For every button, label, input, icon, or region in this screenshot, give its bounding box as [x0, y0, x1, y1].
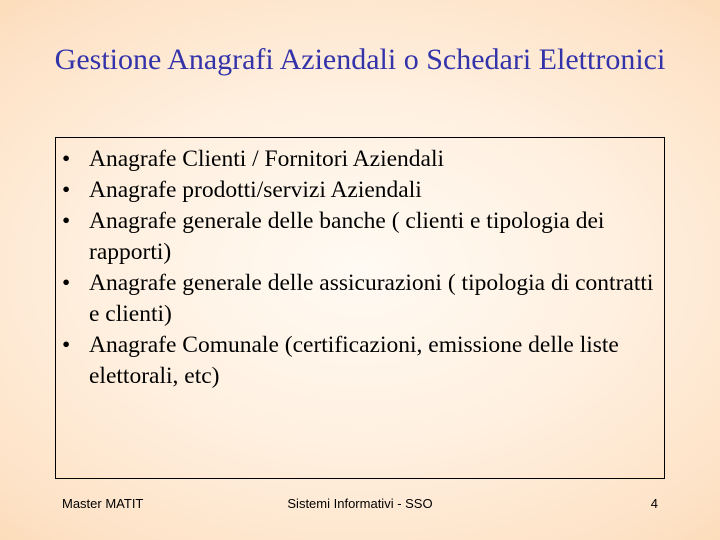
bullet-text: Anagrafe Comunale (certificazioni, emissione delle liste elettorali, etc) — [89, 332, 619, 389]
bullet-point-icon: • — [62, 177, 71, 203]
footer-course: Sistemi Informativi - SSO — [287, 496, 433, 511]
bullet-item — [56, 268, 666, 330]
page-number: 4 — [650, 496, 658, 511]
footer-author: Master MATIT — [62, 496, 144, 511]
bullet-point-icon: • — [62, 332, 71, 358]
bullet-text: Anagrafe prodotti/servizi Aziendali — [89, 177, 422, 203]
bullet-item — [56, 206, 666, 268]
bullet-point-icon: • — [62, 270, 71, 296]
bullet-text: Anagrafe generale delle assicurazioni ( tipologia di contratti e clienti) — [89, 270, 654, 327]
bullet-text: Anagrafe Clienti / Fornitori Aziendali — [89, 146, 445, 172]
bullet-item — [56, 175, 666, 206]
content-box — [55, 137, 665, 479]
bullet-item — [56, 144, 666, 175]
bullet-item — [56, 330, 666, 392]
slide-title: Gestione Anagrafi Aziendali o Schedari Elettronici — [54, 43, 666, 76]
bullet-text: Anagrafe generale delle banche ( clienti e tipologia dei rapporti) — [89, 208, 605, 265]
bullet-point-icon: • — [62, 208, 71, 234]
bullet-list — [56, 144, 666, 392]
bullet-point-icon: • — [62, 146, 71, 172]
